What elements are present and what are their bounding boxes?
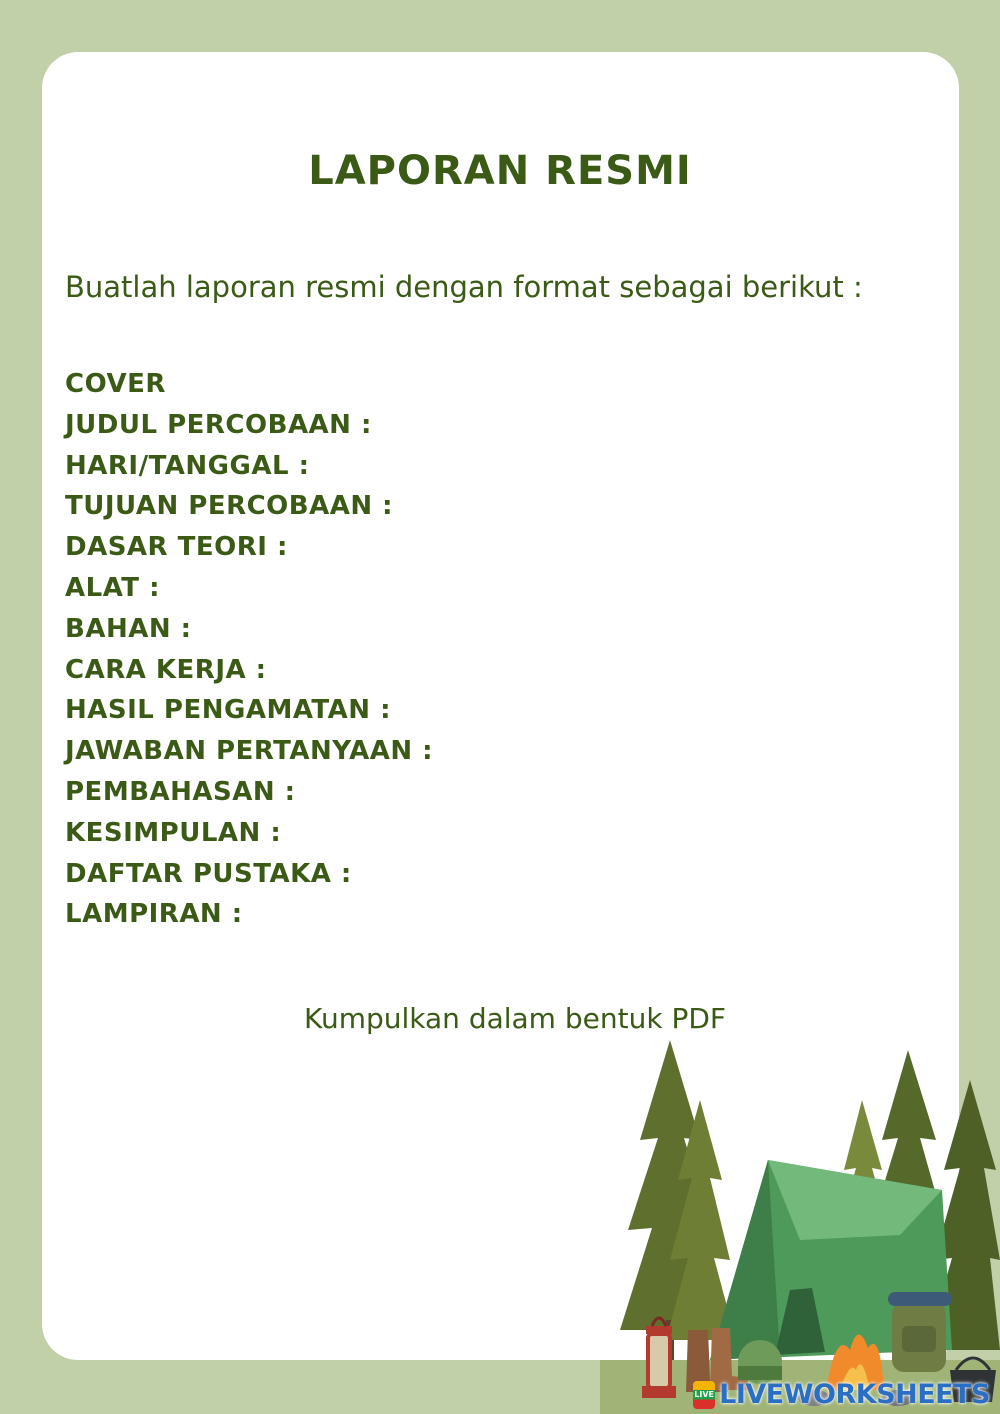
format-item: DASAR TEORI : xyxy=(65,532,288,563)
knit-hat-icon xyxy=(738,1340,782,1384)
format-item: PEMBAHASAN : xyxy=(65,776,296,807)
format-item: HARI/TANGGAL : xyxy=(65,450,310,481)
format-item: ALAT : xyxy=(65,572,160,603)
format-item: JUDUL PERCOBAAN : xyxy=(65,409,372,440)
format-item: KESIMPULAN : xyxy=(65,817,282,848)
format-list xyxy=(65,364,433,935)
page-title: LAPORAN RESMI xyxy=(308,148,692,194)
format-item: TUJUAN PERCOBAAN : xyxy=(65,491,394,522)
format-item: BAHAN : xyxy=(65,613,192,644)
liveworksheets-logo-icon: LIVE xyxy=(693,1381,715,1409)
submission-note: Kumpulkan dalam bentuk PDF xyxy=(304,1002,726,1035)
camping-scene-illustration xyxy=(600,1030,1000,1414)
format-item: COVER xyxy=(65,369,166,399)
backpack-icon xyxy=(888,1292,952,1372)
lantern-icon xyxy=(642,1318,676,1398)
format-item: JAWABAN PERTANYAAN : xyxy=(65,736,434,767)
brand-name: LIVEWORKSHEETS xyxy=(719,1379,990,1410)
intro-text: Buatlah laporan resmi dengan format sebagai berikut : xyxy=(65,270,863,304)
liveworksheets-brand xyxy=(693,1379,990,1410)
format-item: HASIL PENGAMATAN : xyxy=(65,695,391,726)
format-item: LAMPIRAN : xyxy=(65,899,243,930)
format-item: DAFTAR PUSTAKA : xyxy=(65,858,352,889)
format-item: CARA KERJA : xyxy=(65,654,267,685)
